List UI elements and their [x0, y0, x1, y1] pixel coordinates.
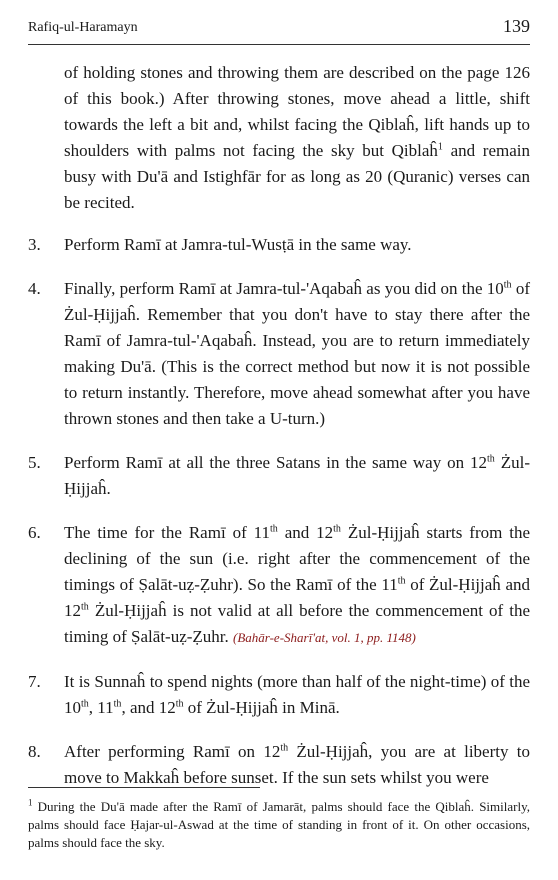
item-number: 3.	[28, 235, 41, 254]
item-number: 6.	[28, 523, 41, 542]
footnote-rule	[28, 787, 260, 788]
list-item-7: 7. It is Sunnaĥ to spend nights (more than half of the night-time) of the 10th, 11th, and 12th of Żul-Ḥijjaĥ in Minā.	[28, 669, 530, 721]
list-item-8: 8. After performing Ramī on 12th Żul-Ḥijjaĥ, you are at liberty to move to Makkaĥ before sunset. If the sun sets whilst you were	[28, 739, 530, 791]
page-number: 139	[503, 16, 530, 36]
list-item-5: 5. Perform Ramī at all the three Satans in the same way on 12th Żul-Ḥijjaĥ.	[28, 450, 530, 502]
citation: (Bahār-e-Sharī'at, vol. 1, pp. 1148)	[233, 630, 416, 645]
item-number: 7.	[28, 672, 41, 691]
footnote-marker: 1	[437, 141, 443, 153]
page-header	[28, 16, 530, 42]
item-number: 8.	[28, 742, 41, 761]
item-text: Perform Ramī at Jamra-tul-Wusṭā in the same way.	[64, 235, 412, 254]
footnote	[28, 798, 530, 852]
page-body	[28, 60, 530, 791]
running-title: Rafiq-ul-Haramayn	[28, 20, 138, 35]
footnote-text: During the Du'ā made after the Ramī of Jamarāt, palms should face the Qiblaĥ. Similarly, palms should face Ḥajar-ul-Aswad at the time of standing in front of it. On other occasions, palms should face the sky.	[28, 799, 530, 850]
header-rule	[28, 44, 530, 45]
list-item-4: 4. Finally, perform Ramī at Jamra-tul-'Aqabaĥ as you did on the 10th of Żul-Ḥijjaĥ. Remember that you don't have to stay there after the Ramī of Jamra-tul-'Aqabaĥ. Instead, you are to return immediately making Du'ā. (This is the correct method but now it is not possible to return instantly. Therefore, move ahead somewhat after you have thrown stones and then take a U-turn.)	[28, 276, 530, 432]
item-number: 5.	[28, 453, 41, 472]
intro-paragraph: of holding stones and throwing them are described on the page 126 of this book.) After throwing stones, move ahead a little, shift towards the left a bit and, whilst facing the Qiblaĥ, lift hands up to shoulders with palms not facing the sky but Qiblaĥ$^1$ and remain busy with Du'ā and Istighfār for as long as 20 (Quranic) verses can be recited.	[64, 63, 530, 212]
footnote-mark: 1	[28, 797, 33, 808]
list-item-6: 6. The time for the Ramī of 11th and 12th Żul-Ḥijjaĥ starts from the declining of the sun (i.e. right after the commencement of the timings of Ṣalāt-uẓ-Ẓuhr). So the Ramī of the 11th of Żul-Ḥijjaĥ and 12th Żul-Ḥijjaĥ is not valid at all before the commencement of the timing of Ṣalāt-uẓ-Ẓuhr. (Bahār-e-Sharī'at, vol. 1, pp. 1148)	[28, 520, 530, 651]
list-item-3	[28, 232, 530, 258]
item-number: 4.	[28, 279, 41, 298]
